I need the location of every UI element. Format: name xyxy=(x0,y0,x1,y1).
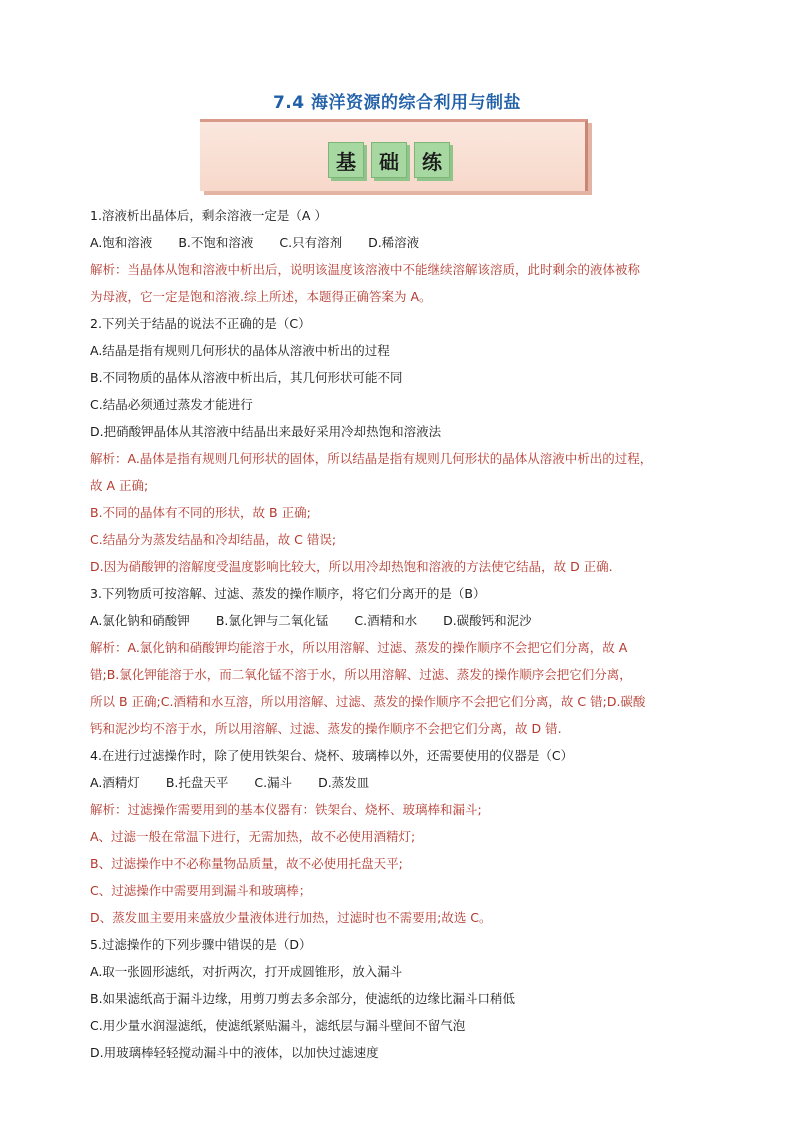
question-stem: 1.溶液析出晶体后，剩余溶液一定是（A ） xyxy=(90,208,327,223)
option: C.酒精和水 xyxy=(354,613,418,628)
option: B.不饱和溶液 xyxy=(178,235,254,250)
analysis-line: C、过滤操作中需要用到漏斗和玻璃棒； xyxy=(90,883,312,898)
option: C.用少量水润湿滤纸，使滤纸紧贴漏斗，滤纸层与漏斗壁间不留气泡 xyxy=(90,1018,466,1033)
banner-char: 基 xyxy=(328,142,364,178)
question-stem: 3.下列物质可按溶解、过滤、蒸发的操作顺序，将它们分离开的是（B） xyxy=(90,586,486,601)
option: A.酒精灯 xyxy=(90,775,140,790)
question-list xyxy=(90,202,712,1066)
option: A.氯化钠和硝酸钾 xyxy=(90,613,190,628)
question-stem: 4.在进行过滤操作时，除了使用铁架台、烧杯、玻璃棒以外，还需要使用的仪器是（C） xyxy=(90,748,574,763)
question-stem: 2.下列关于结晶的说法不正确的是（C） xyxy=(90,316,311,331)
option: D.碳酸钙和泥沙 xyxy=(443,613,532,628)
analysis-line: 解析：A.晶体是指有规则几何形状的固体，所以结晶是指有规则几何形状的晶体从溶液中析出的过程， xyxy=(90,451,653,466)
analysis-line: B.不同的晶体有不同的形状，故 B 正确; xyxy=(90,505,311,520)
analysis-line: D.因为硝酸钾的溶解度受温度影响比较大，所以用冷却热饱和溶液的方法使它结晶，故 D 正确. xyxy=(90,559,613,574)
option-row xyxy=(90,229,712,256)
option-row xyxy=(90,769,712,796)
option: D.把硝酸钾晶体从其溶液中结晶出来最好采用冷却热饱和溶液法 xyxy=(90,424,442,439)
analysis-line: 错;B.氯化钾能溶于水，而二氧化锰不溶于水，所以用溶解、过滤、蒸发的操作顺序会把它们分离， xyxy=(90,667,632,682)
analysis-line: D、蒸发皿主要用来盛放少量液体进行加热，过滤时也不需要用;故选 C。 xyxy=(90,910,492,925)
banner-tiles xyxy=(328,142,450,178)
banner-char: 练 xyxy=(414,142,450,178)
question-stem: 5.过滤操作的下列步骤中错误的是（D） xyxy=(90,937,312,952)
analysis-line: 解析：A.氯化钠和硝酸钾均能溶于水，所以用溶解、过滤、蒸发的操作顺序不会把它们分离，故 A xyxy=(90,640,628,655)
option: C.只有溶剂 xyxy=(279,235,343,250)
option: D.稀溶液 xyxy=(368,235,420,250)
option: C.漏斗 xyxy=(254,775,293,790)
option: A.取一张圆形滤纸，对折两次，打开成圆锥形，放入漏斗 xyxy=(90,964,403,979)
option: A.饱和溶液 xyxy=(90,235,153,250)
analysis-line: B、过滤操作中不必称量物品质量，故不必使用托盘天平; xyxy=(90,856,403,871)
analysis-line: 解析：过滤操作需要用到的基本仪器有：铁架台、烧杯、玻璃棒和漏斗; xyxy=(90,802,482,817)
analysis-line: 所以 B 正确;C.酒精和水互溶，所以用溶解、过滤、蒸发的操作顺序不会把它们分离，故 C 错;D.碳酸 xyxy=(90,694,646,709)
analysis-line: 故 A 正确; xyxy=(90,478,149,493)
option: B.氯化钾与二氧化锰 xyxy=(215,613,329,628)
option: B.托盘天平 xyxy=(165,775,229,790)
analysis-line: 为母液，它一定是饱和溶液.综上所述，本题得正确答案为 A。 xyxy=(90,289,432,304)
option: B.如果滤纸高于漏斗边缘，用剪刀剪去多余部分，使滤纸的边缘比漏斗口稍低 xyxy=(90,991,516,1006)
analysis-line: C.结晶分为蒸发结晶和冷却结晶，故 C 错误; xyxy=(90,532,337,547)
option: D.蒸发皿 xyxy=(318,775,370,790)
banner-char: 础 xyxy=(371,142,407,178)
analysis-line: A、过滤一般在常温下进行，无需加热，故不必使用酒精灯; xyxy=(90,829,416,844)
option: D.用玻璃棒轻轻搅动漏斗中的液体，以加快过滤速度 xyxy=(90,1045,379,1060)
page-title: 7.4 海洋资源的综合利用与制盐 xyxy=(272,93,522,113)
option: B.不同物质的晶体从溶液中析出后，其几何形状可能不同 xyxy=(90,370,403,385)
option-row xyxy=(90,607,712,634)
analysis-line: 解析：当晶体从饱和溶液中析出后，说明该温度该溶液中不能继续溶解该溶质，此时剩余的液体被称 xyxy=(90,262,641,277)
section-banner xyxy=(200,119,588,191)
option: A.结晶是指有规则几何形状的晶体从溶液中析出的过程 xyxy=(90,343,390,358)
analysis-line: 钙和泥沙均不溶于水，所以用溶解、过滤、蒸发的操作顺序不会把它们分离，故 D 错. xyxy=(90,721,562,736)
option: C.结晶必须通过蒸发才能进行 xyxy=(90,397,253,412)
